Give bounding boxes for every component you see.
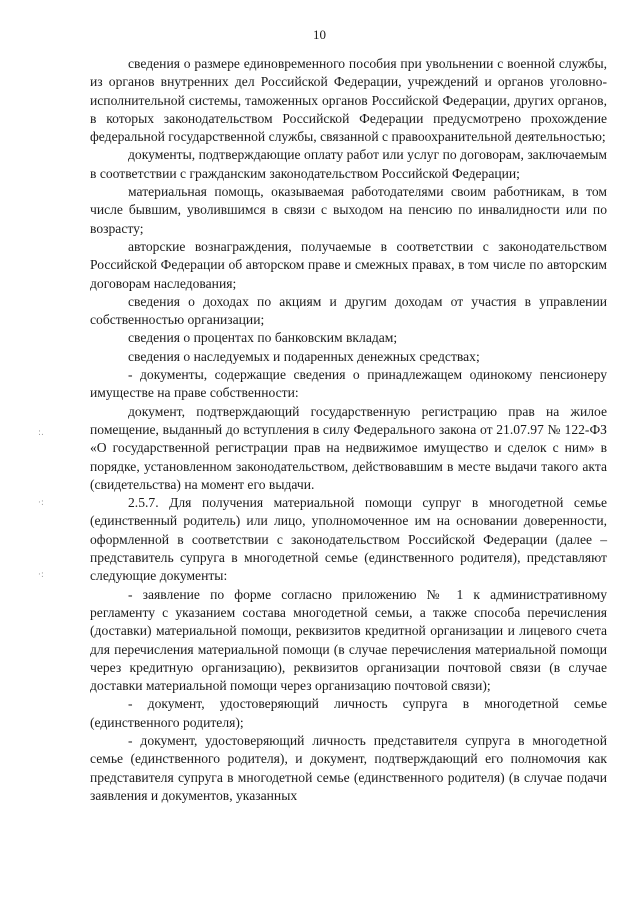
- paragraph: - документы, содержащие сведения о принадлежащем одинокому пенсионеру имуществе на праве собственности:: [90, 367, 607, 401]
- paragraph: документы, подтверждающие оплату работ или услуг по договорам, заключаемым в соответствии с гражданским законодательством Российской Федерации;: [90, 147, 607, 181]
- paragraph: авторские вознаграждения, получаемые в соответствии с законодательством Российской Федерации об авторском праве и смежных правах, в том числе по авторским договорам наследования;: [90, 238, 607, 291]
- paragraph: - документ, удостоверяющий личность представителя супруга в многодетной семье (единственного родителя), и документ, подтверждающий его полномочия как представителя супруга в многодетной семье (единственного родителя) (в случае подачи заявления и документов, указанных: [90, 732, 607, 803]
- paragraph: сведения о наследуемых и подаренных денежных средствах;: [128, 348, 480, 364]
- paragraph: материальная помощь, оказываемая работодателями своим работникам, в том числе бывшим, уволившимся в связи с выходом на пенсию по инвалидности или по возрасту;: [90, 184, 607, 236]
- paragraph: 2.5.7. Для получения материальной помощи супруг в многодетной семье (единственный родитель) или лицо, уполномоченное им на основании доверенности, оформленной в соответствии с законодательством Российской Федерации (далее – представитель супруга в многодетной семье (единственного родителя), представляют следующие документы:: [90, 495, 607, 584]
- paragraph: сведения о процентах по банковским вкладам;: [128, 330, 398, 346]
- page-number: 10: [313, 27, 326, 42]
- paragraph: документ, подтверждающий государственную регистрацию прав на жилое помещение, выданный до вступления в силу Федерального закона от 21.07.97 № 122-ФЗ «О государственной регистрации прав на недвижимое имущество и сделок с ним» в порядке, установленном законодательством, действовавшим в месте выдачи такого акта (свидетельства) на момент его выдачи.: [90, 403, 607, 492]
- scan-mark: ·:: [38, 570, 44, 580]
- document-body: [90, 55, 607, 805]
- paragraph: сведения о размере единовременного пособия при увольнении с военной службы, из органов внутренних дел Российской Федерации, учреждений и органов уголовно-исполнительной системы, таможенных органов Российской Федерации, других органов, в которых законодательством Российской Федерации предусмотрено прохождение федеральной государственной службы, связанной с правоохранительной деятельностью;: [90, 56, 607, 145]
- paragraph: - заявление по форме согласно приложению № 1 к административному регламенту с указанием состава многодетной семьи, а также способа перечисления (доставки) материальной помощи, реквизитов кредитной организации и лицевого счета для перечисления материальной помощи (в случае перечисления материальной помощи через кредитную организацию), реквизитов организации почтовой связи (в случае доставки материальной помощи через организацию почтовой связи);: [90, 586, 607, 694]
- scan-mark: :.: [38, 428, 44, 438]
- paragraph: сведения о доходах по акциям и другим доходам от участия в управлении собственностью организации;: [90, 293, 607, 328]
- paragraph: - документ, удостоверяющий личность супруга в многодетной семье (единственного родителя);: [90, 696, 607, 730]
- scan-mark: ·:: [38, 498, 44, 508]
